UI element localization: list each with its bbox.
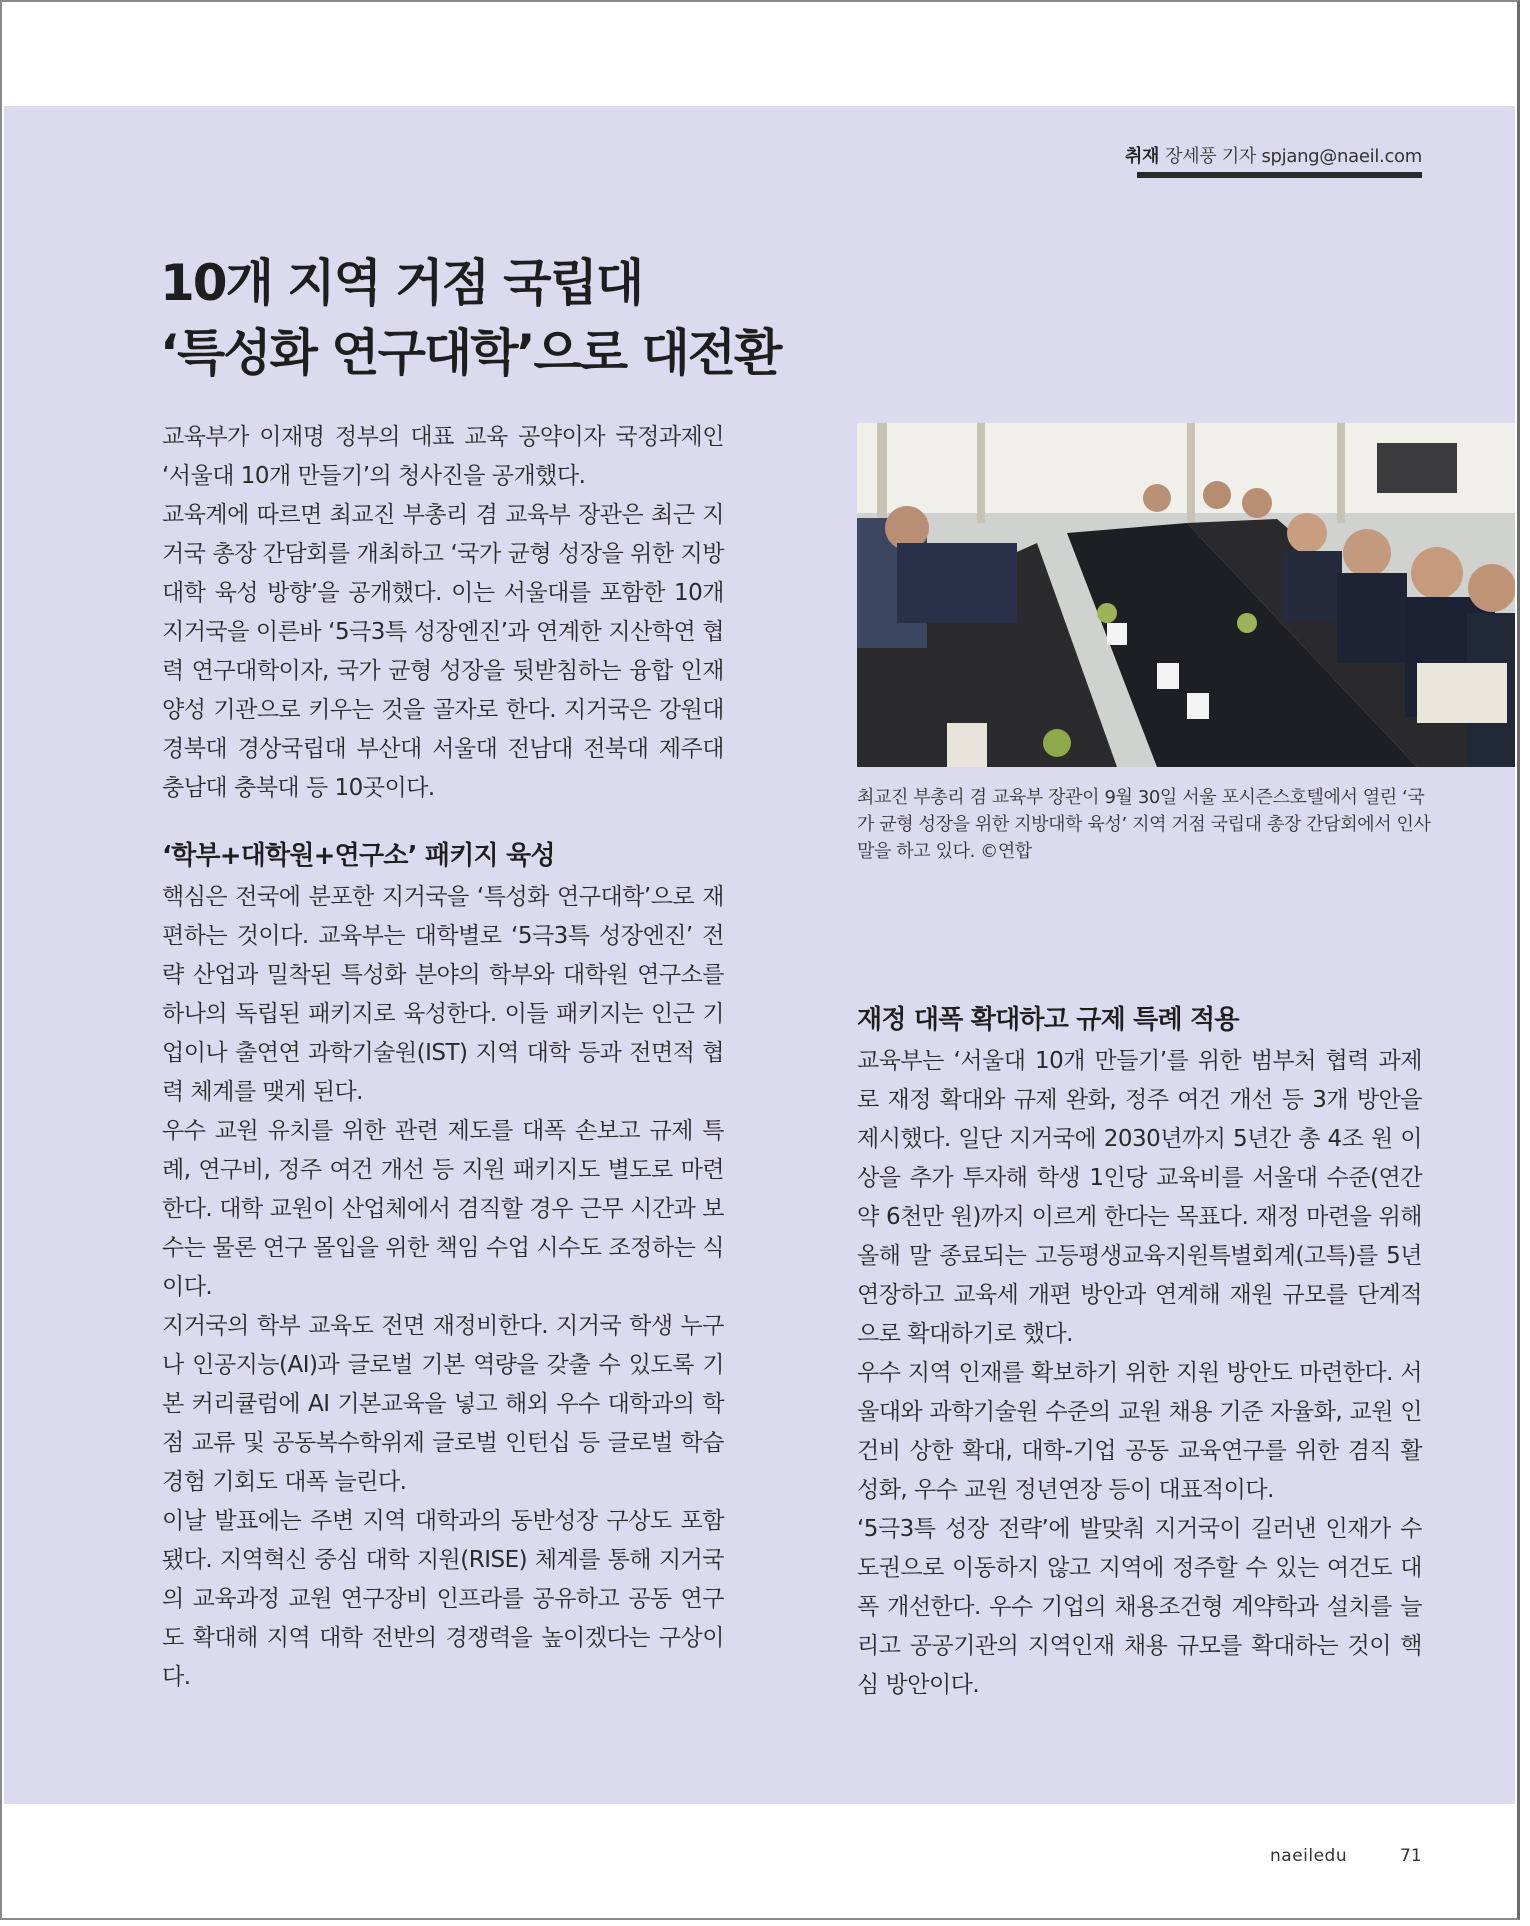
paragraph: ‘5극3특 성장 전략’에 발맞춰 지거국이 길러낸 인재가 수도권으로 이동하지 않고 지역에 정주할 수 있는 여건도 대폭 개선한다. 우수 기업의 채용조건형 계약학과 설치를 늘리고 공공기관의 지역인재 채용 규모를 확대하는 것이 핵심 방안이다.	[857, 1516, 1422, 1698]
paragraph: 교육계에 따르면 최교진 부총리 겸 교육부 장관은 최근 지거국 총장 간담회를 개최하고 ‘국가 균형 성장을 위한 지방대학 육성 방향’을 공개했다. 이는 서울대를 포함한 10개 지거국을 이른바 ‘5극3특 성장엔진’과 연계한 지산학연 협력 연구대학이자, 국가 균형 성장을 뒷받침하는 융합 인재 양성 기관으로 키우는 것을 골자로 한다. 지거국은 강원대 경북대 경상국립대 부산대 서울대 전남대 전북대 제주대 충남대 충북대 등 10곳이다.	[162, 502, 724, 801]
section-heading-package: ‘학부+대학원+연구소’ 패키지 육성	[162, 841, 555, 871]
paragraph: 지거국의 학부 교육도 전면 재정비한다. 지거국 학생 누구나 인공지능(AI)과 글로벌 기본 역량을 갖출 수 있도록 기본 커리큘럼에 AI 기본교육을 넣고 해외 우수 대학과의 학점 교류 및 공동복수학위제 글로벌 인턴십 등 글로벌 학습 경험 기회도 대폭 늘린다.	[162, 1313, 724, 1495]
paragraph: 우수 지역 인재를 확보하기 위한 지원 방안도 마련한다. 서울대와 과학기술원 수준의 교원 채용 기준 자율화, 교원 인건비 상한 확대, 대학-기업 공동 교육연구를 위한 겸직 활성화, 우수 교원 정년연장 등이 대표적이다.	[857, 1360, 1422, 1503]
right-column	[857, 1000, 1422, 1705]
footer-brand: naeiledu	[1270, 1846, 1348, 1866]
meeting-photo	[857, 423, 1515, 767]
headline-line-1: 10개 지역 거점 국립대	[160, 254, 643, 312]
headline-line-2: ‘특성화 연구대학’으로 대전환	[160, 324, 781, 382]
paragraph: 교육부는 ‘서울대 10개 만들기’를 위한 범부처 협력 과제로 재정 확대와 규제 완화, 정주 여건 개선 등 3개 방안을 제시했다. 일단 지거국에 2030년까지 5년간 총 4조 원 이상을 추가 투자해 학생 1인당 교육비를 서울대 수준(연간 약 6천만 원)까지 이르게 한다는 목표다. 재정 마련을 위해 올해 말 종료되는 고등평생교육지원특별회계(고특)를 5년 연장하고 교육세 개편 방안과 연계해 재원 규모를 단계적으로 확대하기로 했다.	[857, 1048, 1422, 1347]
photo-caption: 최교진 부총리 겸 교육부 장관이 9월 30일 서울 포시즌스호텔에서 열린 ‘국가 균형 성장을 위한 지방대학 육성’ 지역 거점 국립대 총장 간담회에서 인사말을 하고 있다. ©연합	[857, 787, 1431, 862]
page-number: 71	[1400, 1846, 1422, 1866]
headline	[160, 248, 780, 388]
byline-author: 장세풍 기자 spjang@naeil.com	[1165, 146, 1422, 167]
section-heading-finance: 재정 대폭 확대하고 규제 특례 적용	[857, 1005, 1239, 1035]
paragraph: 교육부가 이재명 정부의 대표 교육 공약이자 국정과제인 ‘서울대 10개 만들기’의 청사진을 공개했다.	[162, 424, 724, 489]
paragraph: 우수 교원 유치를 위한 관련 제도를 대폭 손보고 규제 특례, 연구비, 정주 여건 개선 등 지원 패키지도 별도로 마련한다. 대학 교원이 산업체에서 겸직할 경우 근무 시간과 보수는 물론 연구 몰입을 위한 책임 수업 시수도 조정하는 식이다.	[162, 1118, 724, 1300]
left-column	[162, 418, 724, 1697]
byline	[1125, 142, 1422, 168]
paragraph: 이날 발표에는 주변 지역 대학과의 동반성장 구상도 포함됐다. 지역혁신 중심 대학 지원(RISE) 체계를 통해 지거국의 교육과정 교원 연구장비 인프라를 공유하고 공동 연구도 확대해 지역 대학 전반의 경쟁력을 높이겠다는 구상이다.	[162, 1508, 724, 1690]
paragraph: 핵심은 전국에 분포한 지거국을 ‘특성화 연구대학’으로 재편하는 것이다. 교육부는 대학별로 ‘5극3특 성장엔진’ 전략 산업과 밀착된 특성화 분야의 학부와 대학원 연구소를 하나의 독립된 패키지로 육성한다. 이들 패키지는 인근 기업이나 출연연 과학기술원(IST) 지역 대학 등과 전면적 협력 체계를 맺게 된다.	[162, 884, 724, 1105]
byline-label: 취재	[1124, 146, 1160, 167]
byline-rule	[1137, 172, 1422, 178]
